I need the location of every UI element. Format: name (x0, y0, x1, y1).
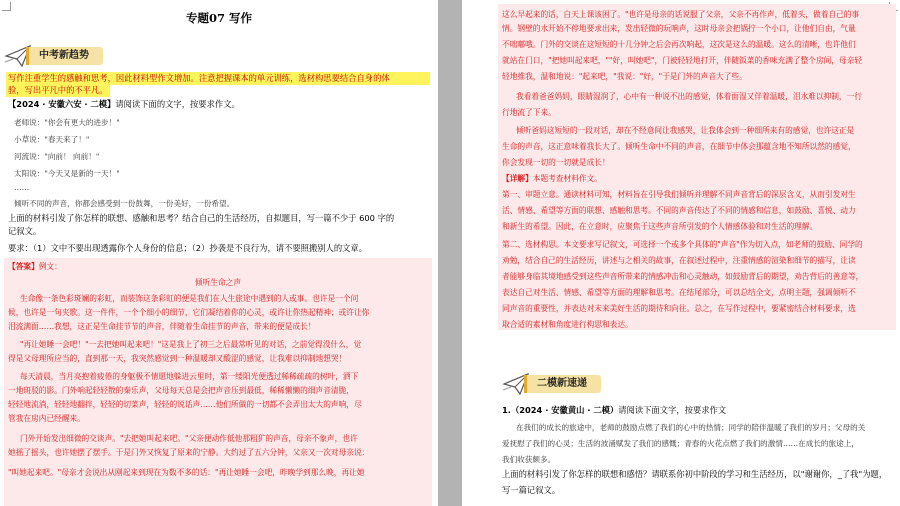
essay-line: 泪流满面……我想，这正是生命挂节节的声音，伴随着生命挂节的声音，带来的便是成长！ (8, 322, 316, 331)
essay-line: 就站在门口，"把她叫起来吧，""好，叫她吧"，门被轻轻地打开，伴随饭菜的香味充满了整个房间，母亲轻 (502, 56, 863, 65)
detail-line: 取合适的素材和角度进行构思和表达。 (502, 320, 633, 329)
chapter-title: 专题07 写作 (185, 11, 252, 25)
essay-line: 轻地推我，温和地说："起来吧，"我说："好，"于是门外的声音大了些。 (502, 72, 747, 81)
trend-highlight-line-1: 写作注重学生的感触和思考，因此材料型作文增加。注意把握课本的单元训练，选材构思要结合自身的体 (6, 72, 430, 85)
left-page (0, 0, 438, 506)
essay-line: 生命的声音，这正意味着我长大了。倾听生命中不同的声音，在细节中体会那蕴含地不知所以然的感觉， (502, 142, 856, 151)
answer-label: 【答案】 (8, 262, 39, 271)
section-badge-second-mock (502, 372, 601, 396)
essay-line: 轻轻地流淌，轻轻地翻拌，轻轻的切菜声，轻轻的说话声……他们所做的一切都不会弄出太大的声响，尽 (8, 400, 362, 409)
question2-header (502, 404, 896, 416)
material-quote-6: 倾听不同的声音，你都会感受到一份鼓舞，一份美好，一份希望。 (14, 199, 235, 208)
q2-material-line-1: 在我们的成长的旅途中，老师的鼓励点燃了我们的心中的热情；同学的陪伴温暖了我们的岁月；父母的关 (516, 423, 866, 432)
essay-line: 你会发现一切的一切就是成长！ (502, 158, 610, 167)
essay-line: 情。钢壁的水开始不停地要求出来，发出轻微的玩响声，这时母亲会把锅拧一个小口，让他们自由，气量 (502, 24, 856, 33)
question-header (8, 98, 428, 110)
detail-line: 和新生的希望。因此，在立意时，应聚焦于这些声音所引发的个人情感体验和对生活的理解。 (502, 222, 818, 231)
detail-label: 【详解】 (502, 174, 533, 183)
essay-line: 门外开始发出细微的交谈声。"去把她叫起来吧。"父亲便动作低他那粗犷的声音，母亲不象声，也许 (20, 434, 358, 443)
detail-line: 表达自己对生活、情感、希望等方面的理解和思考。在结尾部分，可以总结全文，点明主题，强调倾听不 (502, 288, 856, 297)
detail-line: 劝勉，结合自己的生活经历，讲述与之相关的故事，在叙述过程中，注重情感的渲染和细节的描写，让读 (502, 256, 856, 265)
section-badge-label: 中考新趋势 (26, 47, 103, 65)
q2-prompt-line-1: 上面的材料引发了你怎样的联想和感悟？请联系你初中阶段的学习和生活经历，以"谢谢你，_了我"为题， (502, 469, 888, 479)
detail-intro: 本题考查材料作文。 (532, 174, 602, 183)
essay-line: 不咄嘟哦。门外的交谈在这短短的十几分钟之后会再次响起，这次是这么的温暖。这么的清晰，也许他们 (502, 40, 856, 49)
question-source: 【2024 · 安徽六安 · 二模】 (8, 99, 116, 109)
detail-line: 第一、审题立意。通读材料可知，材料旨在引导我们倾听并理解不同声音背后的深层含义，从而引发对生 (502, 190, 856, 199)
question2-intro: 请阅读下面文字，按要求作文 (618, 405, 727, 415)
essay-line: 这么早起来的话，白天上课该困了。"也许是母亲的话说服了父亲，父亲不再作声，低着头，做着自己的事 (502, 10, 860, 19)
essay-line: 我看着爸爸妈妈，眼睛湿润了，心中有一种说不出的感觉，体着面湿又伴着温暖，泪水难以抑制，一行 (516, 92, 862, 101)
essay-line: 倾听爸妈这短短的一段对话，却在不经意间让我感哭，让我体会到一种细所来有的感觉，也许这正是 (516, 126, 855, 135)
essay-line: 她摇了摇头，也许她摆了摆手。于是门外又恢复了原来的宁静。大约过了五六分钟，父亲又一次对母亲说： (8, 448, 370, 457)
essay-line: 候，也许是一句夹歌。这一件件，一个个细小的细节，它们凝结着你的心灵，或许让你热起精神；或许让你 (8, 308, 370, 317)
answer-header (8, 260, 62, 273)
requirement-line: 要求：（1）文中不要出现透露你个人身份的信息；（2）抄袭是不良行为，请不要照搬别人的文章。 (8, 243, 368, 253)
material-quote-1: 老师说："你会有更大的进步！" (14, 118, 120, 127)
essay-line: 得是父母理所应当的，直到那一天，我突然感觉到一种温暖却又酸涩的感觉，让我难以抑制地想哭！ (8, 354, 347, 363)
essay-title: 倾听生命之声 (194, 278, 242, 287)
essay-line: 一地斑驳的影。门外响起轻轻散的秦乐声，父母每天总是会把声音压到最低，稀稀懒懒的细声音清脆， (8, 386, 354, 395)
q2-prompt-line-2: 写一篇记叙文。 (502, 485, 561, 495)
detail-line: 者能够身临其境地感受到这些声音所带来的情感冲击和心灵触动，如鼓励背后的期望，劝告背后的善意等， (502, 272, 864, 281)
detail-line: 同声音的重要性，并表达对未来美好生活的期待和向往。总之，在写作过程中，要紧密结合材料要求，选 (502, 304, 856, 313)
prompt-line-2: 记叙文。 (8, 226, 42, 236)
essay-line: 每天清晨，当月亮抱着疲倦的身躯极不情愿地躲进云里时，第一缕阳光便透过稀稀疏疏的树叶，洒下 (20, 372, 359, 381)
right-page (462, 0, 900, 506)
detail-header (502, 172, 896, 185)
essay-line: "再让她睡一会吧！"一去把她叫起来吧！"这是我上了初三之后最常听见的对话，之前觉得没什么，觉 (20, 340, 362, 349)
detail-line: 第二、选材构思。本文要求写记叙文，可选择一个或多个具体的"声音"作为切入点，如老师的鼓励、同学的 (502, 240, 863, 249)
material-quote-2: 小草说："春天来了！" (14, 135, 90, 144)
section-badge-trend (4, 44, 103, 68)
answer-tag: 例文： (38, 262, 62, 271)
trend-highlight-line-2: 验，写出平凡中的不平凡。 (8, 85, 108, 95)
essay-line: 行地流了下来。 (502, 108, 556, 117)
essay-line: 生命像一条色彩斑斓的彩虹，而装饰这条彩虹的便是我们在人生旅途中遇到的人或事。也许是一个问 (20, 294, 359, 303)
detail-line: 活、情感、希望等方面的联想、感触和思考。不同的声音传达了不同的情感和信息，如鼓励、喜悦、动力 (502, 206, 856, 215)
question2-number: 1. (502, 405, 511, 415)
q2-material-line-2: 爱抚慰了我们的心灵；生活的波涌赋发了我们的感慨；青春的火花点燃了我们的激情……在成长的旅途上， (502, 439, 859, 448)
question2-source: （2024 · 安徽黄山 · 二模） (510, 405, 619, 415)
material-quote-ellipsis: …… (14, 183, 30, 192)
material-quote-4: 太阳说："今天又是新的一天！" (14, 169, 120, 178)
section-badge-label: 二模新速递 (524, 375, 601, 393)
material-quote-3: 河流说："向前！ 向前！" (14, 152, 100, 161)
prompt-line-1: 上面的材料引发了你怎样的联想、感触和思考？结合自己的生活经历，自拟题目，写一篇不少于 600 字的 (8, 213, 395, 223)
q2-material-line-3: 我们收获颇多。 (502, 455, 556, 464)
essay-line: "叫她起来吧。"母亲才会说出从刚起来到现在为数不多的话："再让她睡一会吧，昨晚学到那么晚，再让她 (8, 468, 365, 477)
essay-line: 管我在房内已经醒来。 (8, 414, 85, 423)
question-intro: 请阅读下面的文字，按要求作文。 (115, 99, 240, 109)
